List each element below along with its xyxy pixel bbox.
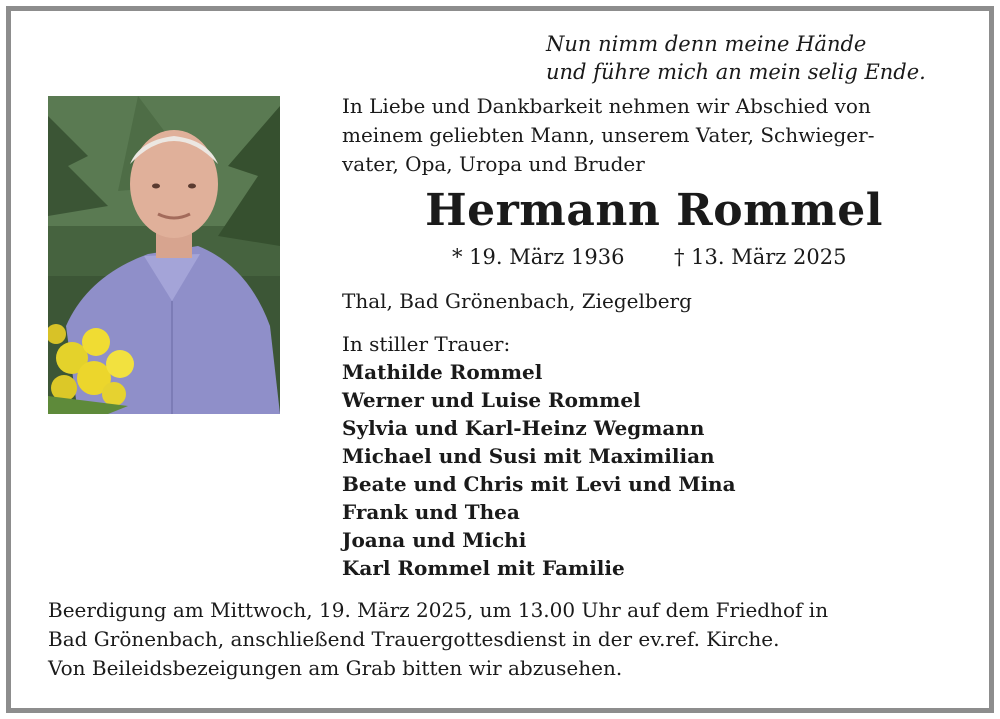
funeral-line: Bad Grönenbach, anschließend Trauergottesdienst in der ev.ref. Kirche. (48, 627, 780, 651)
mourner-name: Werner und Luise Rommel (342, 388, 641, 412)
quote-line: Nun nimm denn meine Hände (546, 32, 867, 56)
deceased-name: Hermann Rommel (425, 185, 883, 236)
mourner-name: Beate und Chris mit Levi und Mina (342, 472, 736, 496)
intro-line: In Liebe und Dankbarkeit nehmen wir Abschied von (342, 94, 871, 118)
mourner-name: Michael und Susi mit Maximilian (342, 444, 715, 468)
funeral-notice (48, 596, 978, 683)
mourner-name: Frank und Thea (342, 500, 520, 524)
mourner-name: Mathilde Rommel (342, 360, 543, 384)
mourners-section (342, 330, 736, 582)
intro-text (342, 92, 962, 179)
mourner-name: Karl Rommel mit Familie (342, 556, 625, 580)
quote-verse (546, 30, 966, 86)
funeral-line: Von Beileidsbezeigungen am Grab bitten wir abzusehen. (48, 656, 623, 680)
mourner-name: Sylvia und Karl-Heinz Wegmann (342, 416, 705, 440)
mourners-label: In stiller Trauer: (342, 332, 511, 356)
places-of-residence: Thal, Bad Grönenbach, Ziegelberg (342, 289, 692, 313)
intro-line: meinem geliebten Mann, unserem Vater, Schwieger- (342, 123, 875, 147)
portrait-photo-illustration (48, 96, 280, 414)
birth-date: * 19. März 1936 (452, 245, 625, 269)
funeral-line: Beerdigung am Mittwoch, 19. März 2025, um 13.00 Uhr auf dem Friedhof in (48, 598, 829, 622)
quote-line: und führe mich an mein selig Ende. (546, 60, 926, 84)
intro-line: vater, Opa, Uropa und Bruder (342, 152, 645, 176)
mourner-name: Joana und Michi (342, 528, 527, 552)
portrait-photo (48, 96, 280, 414)
death-date: † 13. März 2025 (674, 245, 847, 269)
